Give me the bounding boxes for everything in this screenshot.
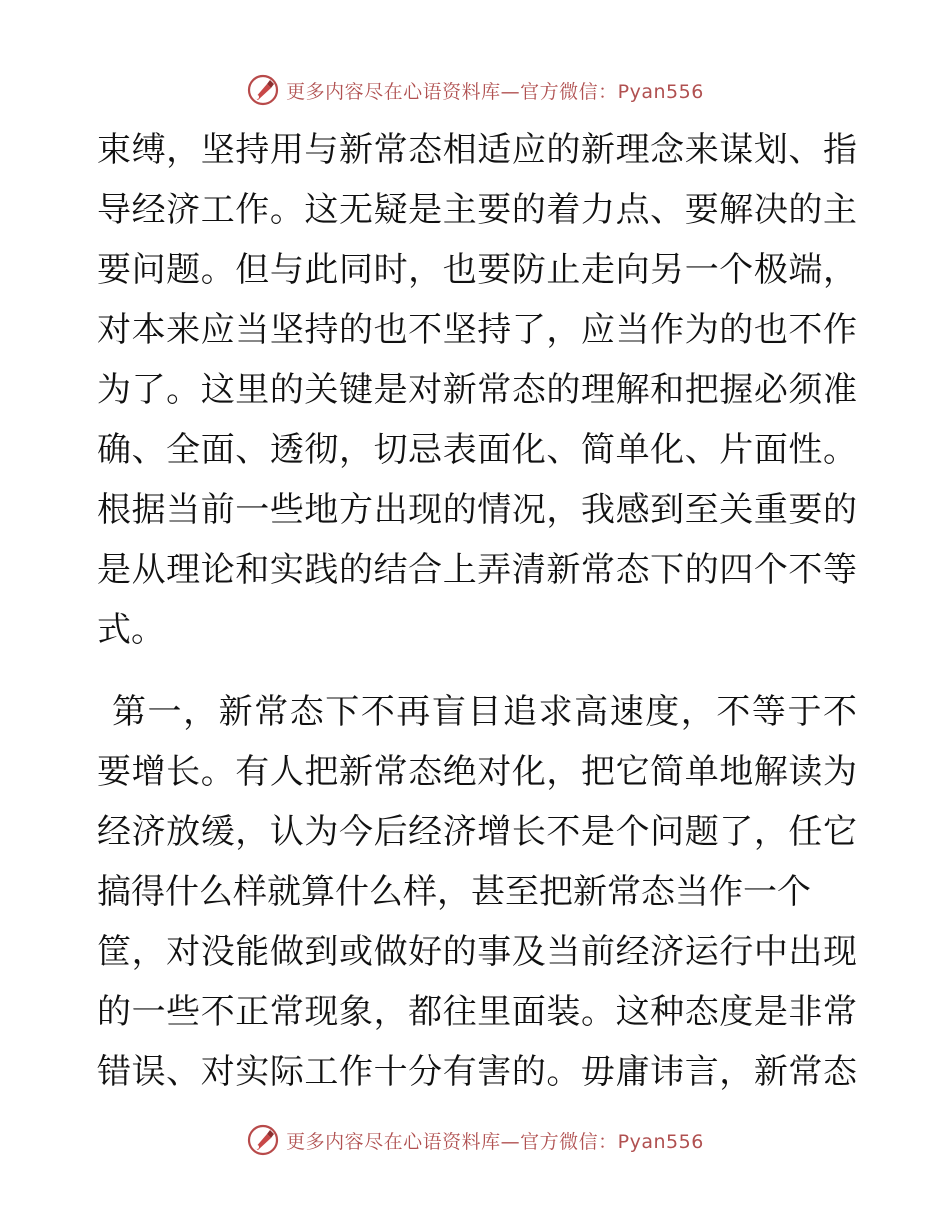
text-line: 是从理论和实践的结合上弄清新常态下的四个不等 [97, 550, 857, 590]
text-line: 式。 [97, 610, 165, 650]
text-line: 根据当前一些地方出现的情况，我感到至关重要的 [97, 490, 857, 530]
watermark-text: 更多内容尽在心语资料库—官方微信：Pyan556 [286, 80, 704, 103]
text-line: 错误、对实际工作十分有害的。毋庸讳言，新常态 [97, 1052, 857, 1092]
text-line: 的一些不正常现象，都往里面装。这种态度是非常 [97, 992, 857, 1032]
footer-watermark [0, 1120, 950, 1160]
text-line: 为了。这里的关键是对新常态的理解和把握必须准 [97, 370, 857, 410]
text-line: 要问题。但与此同时，也要防止走向另一个极端， [97, 250, 857, 290]
header-watermark [0, 70, 950, 110]
text-line: 搞得什么样就算什么样，甚至把新常态当作一个 [97, 872, 811, 912]
text-line: 束缚，坚持用与新常态相适应的新理念来谋划、指 [97, 130, 857, 170]
paragraph-2 [97, 682, 857, 1102]
text-line: 第一，新常态下不再盲目追求高速度，不等于不 [112, 692, 857, 732]
text-line: 筐，对没能做到或做好的事及当前经济运行中出现 [97, 932, 857, 972]
text-line: 确、全面、透彻，切忌表面化、简单化、片面性。 [97, 430, 857, 470]
watermark-text: 更多内容尽在心语资料库—官方微信：Pyan556 [286, 1130, 704, 1153]
paragraph-1 [97, 120, 857, 660]
document-body [97, 120, 857, 1102]
fountain-pen-logo-icon [246, 73, 280, 107]
text-line: 对本来应当坚持的也不坚持了，应当作为的也不作 [97, 310, 857, 350]
text-line: 经济放缓，认为今后经济增长不是个问题了，任它 [97, 812, 857, 852]
text-line: 导经济工作。这无疑是主要的着力点、要解决的主 [97, 190, 857, 230]
fountain-pen-logo-icon [246, 1123, 280, 1157]
text-line: 要增长。有人把新常态绝对化，把它简单地解读为 [97, 752, 857, 792]
